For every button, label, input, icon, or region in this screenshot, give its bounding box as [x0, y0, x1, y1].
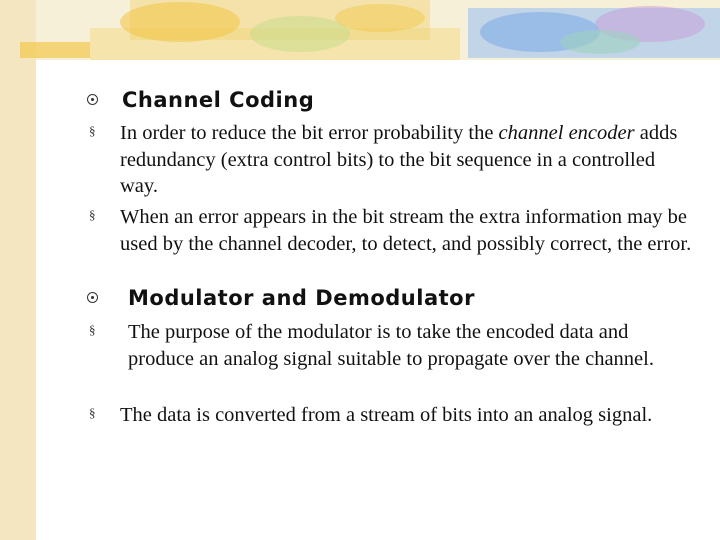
section-title: Modulator and Demodulator [128, 286, 475, 310]
bullet-text: The data is converted from a stream of bits into an analog signal. [120, 404, 653, 426]
section-title: Channel Coding [122, 88, 315, 112]
circle-dot-icon [87, 94, 98, 105]
bullet-text: The purpose of the modulator is to take the encoded data and produce an analog signal suitable to propagate over the channel. [128, 321, 654, 370]
bullet-text: When an error appears in the bit stream the extra information may be used by the channel decoder, to detect, and possibly correct, the error. [120, 206, 692, 255]
circle-dot-icon [87, 292, 98, 303]
bullet-text: In order to reduce the bit error probability the channel encoder adds redundancy (extra control bits) to the bit sequence in a controlled way. [120, 122, 678, 197]
